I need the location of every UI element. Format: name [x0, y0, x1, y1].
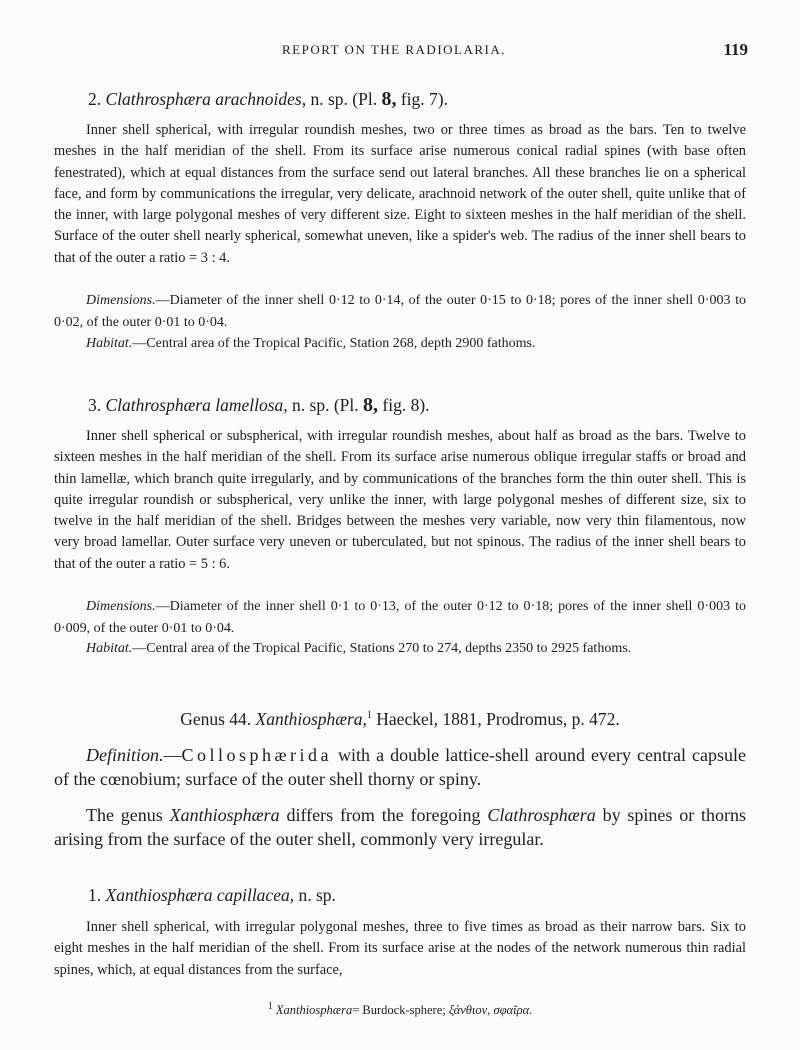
- habitat-label: Habitat.: [86, 641, 133, 656]
- description-lamellosa: Inner shell spherical or subspherical, with irregular roundish meshes, about half as broad as the bars. Twelve to sixteen meshes in the half meridian of the shell. From its surface arise numerous oblique irregular staffs or broad and thin lamellæ, which branch quite irregularly, and by communications of the branches form the thin outer shell. This is quite irregular roundish or subspherical, very unlike the inner, with large polygonal meshes of different size, six to twelve in the half meridian of the shell. Bridges between the meshes very variable, now very thin filamentous, now very broad lamellar. Outer surface very uneven or tuberculated, but not spinous. The radius of the inner shell bears to that of the outer a ratio = 5 : 6.: [54, 428, 746, 572]
- running-title: REPORT ON THE RADIOLARIA.: [281, 42, 507, 57]
- species-heading-arachnoides: [88, 88, 448, 111]
- dimensions-arachnoides: [54, 290, 746, 333]
- page-number: 119: [723, 40, 748, 59]
- footnote: [0, 1001, 800, 1018]
- dimensions-text: —Diameter of the inner shell 0·1 to 0·13, of the outer 0·12 to 0·18; pores of the inner shell 0·003 to 0·009, of the outer 0·01 to 0·04.: [54, 599, 746, 636]
- genus-prefix: Genus 44.: [180, 709, 252, 729]
- dimensions-text: —Diameter of the inner shell 0·12 to 0·14, of the outer 0·15 to 0·18; pores of the inner shell 0·003 to 0·02, of the outer 0·01 to 0·04.: [54, 293, 746, 330]
- species-suffix: n. sp. (Pl.: [292, 395, 359, 415]
- footnote-gloss: = Burdock-sphere;: [352, 1003, 446, 1018]
- remark-mid: differs from the foregoing: [286, 805, 481, 825]
- habitat-arachnoides: [54, 333, 746, 355]
- definition-label: Definition.: [86, 745, 164, 765]
- remark-genus: Xanthiosphæra: [169, 805, 280, 825]
- dimensions-label: Dimensions.: [86, 293, 156, 308]
- remark-end: by spines or thorns arising from the surface of the outer shell, commonly very irregular.: [54, 805, 747, 849]
- remark-compared-genus: Clathrosphæra: [487, 805, 596, 825]
- species-name: Xanthiosphæra capillacea,: [105, 885, 295, 905]
- habitat-text: —Central area of the Tropical Pacific, Station 268, depth 2900 fathoms.: [132, 336, 536, 351]
- footnote-term: Xanthiosphæra: [275, 1003, 353, 1018]
- genus-heading: [0, 709, 800, 730]
- dimensions-label: Dimensions.: [86, 599, 156, 614]
- dimensions-lamellosa: [54, 596, 746, 639]
- description-capillacea: Inner shell spherical, with irregular polygonal meshes, three to five times as broad as their narrow bars. Six to eight meshes in the half meridian of the shell. From its surface arise at the nodes of the network numerous thin radial spines, which, at equal distances from the surface,: [54, 919, 746, 978]
- definition-family: Collosphærida: [181, 745, 333, 765]
- definition-text: with a double lattice-shell around every central capsule of the cœnobium; surface of the outer shell thorny or spiny.: [54, 745, 747, 789]
- description-arachnoides: Inner shell spherical, with irregular roundish meshes, two or three times as broad as the bars. Ten to twelve meshes in the half meridian of the shell. From its surface arise numerous conical radial spines (with base often fenestrated), which at equal distances from the surface send out lateral branches. All these branches lie on a spherical face, and form by communications the irregular, very delicate, arachnoid network of the outer shell, quite unlike that of the inner, with large polygonal meshes of very different size. Eight to sixteen meshes in the half meridian of the shell. Surface of the outer shell nearly spherical, somewhat uneven, like a spider's web. The radius of the inner shell bears to that of the outer a ratio = 3 : 4.: [54, 122, 746, 266]
- species-number: 1.: [88, 885, 102, 905]
- running-head: [40, 40, 748, 60]
- species-heading-lamellosa: [88, 394, 430, 417]
- genus-name: Xanthiosphæra,: [255, 709, 367, 729]
- habitat-label: Habitat.: [86, 336, 133, 351]
- genus-citation: Haeckel, 1881, Prodromus, p. 472.: [376, 709, 620, 729]
- species-suffix: n. sp.: [298, 885, 336, 905]
- species-number: 2.: [88, 89, 102, 109]
- habitat-lamellosa: [54, 638, 746, 660]
- species-name: Clathrosphæra lamellosa,: [105, 395, 288, 415]
- plate-number: 8,: [381, 88, 397, 110]
- footnote-greek: ξάνθιον, σφαῖρα.: [448, 1003, 533, 1018]
- definition-dash: —: [163, 745, 182, 765]
- species-number: 3.: [88, 395, 102, 415]
- footnote-mark: 1: [366, 710, 372, 722]
- genus-definition: [54, 743, 746, 791]
- species-heading-capillacea: [88, 885, 336, 906]
- habitat-text: —Central area of the Tropical Pacific, Stations 270 to 274, depths 2350 to 2925 fathoms.: [132, 641, 632, 656]
- plate-number: 8,: [363, 394, 379, 416]
- species-name: Clathrosphæra arachnoides,: [105, 89, 307, 109]
- figure-number: fig. 8).: [382, 395, 430, 415]
- figure-number: fig. 7).: [400, 89, 449, 109]
- footnote-number: 1: [267, 1001, 273, 1012]
- genus-remark: [54, 803, 746, 851]
- species-suffix: n. sp. (Pl.: [310, 89, 378, 109]
- remark-start: The genus: [86, 805, 163, 825]
